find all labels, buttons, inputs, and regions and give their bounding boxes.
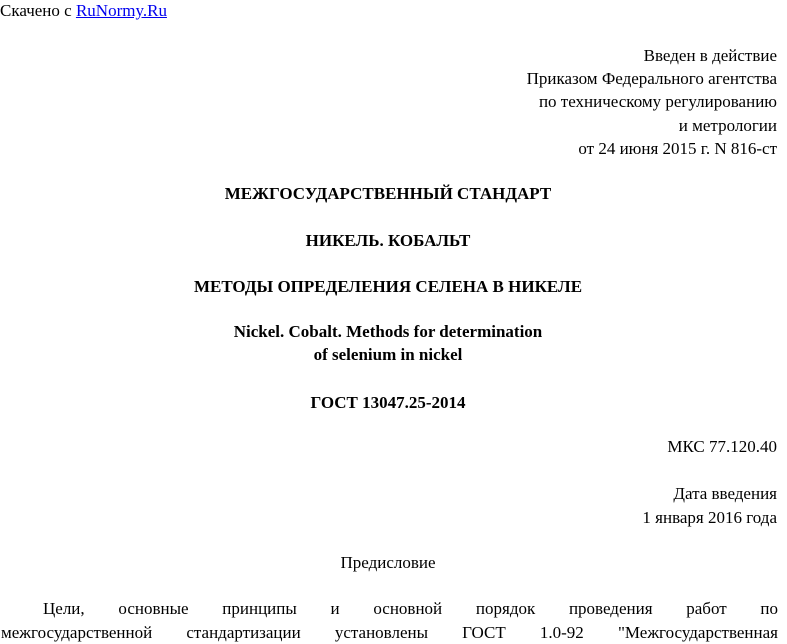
preface-line: Цели, основные принципы и основной порядок проведения работ по [1, 597, 778, 621]
source-link[interactable]: RuNormy.Ru [76, 1, 167, 20]
intro-date-value: 1 января 2016 года [217, 506, 777, 530]
mks-code: МКС 77.120.40 [217, 435, 777, 459]
approval-line: и метрологии [217, 114, 777, 137]
document-subtitle: МЕТОДЫ ОПРЕДЕЛЕНИЯ СЕЛЕНА В НИКЕЛЕ [0, 275, 776, 298]
approval-line: от 24 июня 2015 г. N 816-ст [217, 137, 777, 160]
approval-line: Введен в действие [217, 44, 777, 67]
preface-paragraph [1, 597, 778, 644]
document-title: НИКЕЛЬ. КОБАЛЬТ [0, 229, 776, 252]
english-title [0, 320, 776, 366]
preface-line: межгосударственной стандартизации установлены ГОСТ 1.0-92 "Межгосударственная [1, 621, 778, 644]
intro-date-label: Дата введения [217, 482, 777, 506]
gost-number: ГОСТ 13047.25-2014 [0, 391, 776, 414]
english-title-line: Nickel. Cobalt. Methods for determination [0, 320, 776, 343]
source-prefix: Скачено с [0, 1, 76, 20]
approval-block [217, 44, 777, 160]
approval-line: по техническому регулированию [217, 90, 777, 113]
source-line [0, 1, 167, 21]
preface-heading: Предисловие [0, 551, 776, 574]
approval-line: Приказом Федерального агентства [217, 67, 777, 90]
english-title-line: of selenium in nickel [0, 343, 776, 366]
intro-date-block [217, 482, 777, 529]
standard-type: МЕЖГОСУДАРСТВЕННЫЙ СТАНДАРТ [0, 182, 776, 205]
